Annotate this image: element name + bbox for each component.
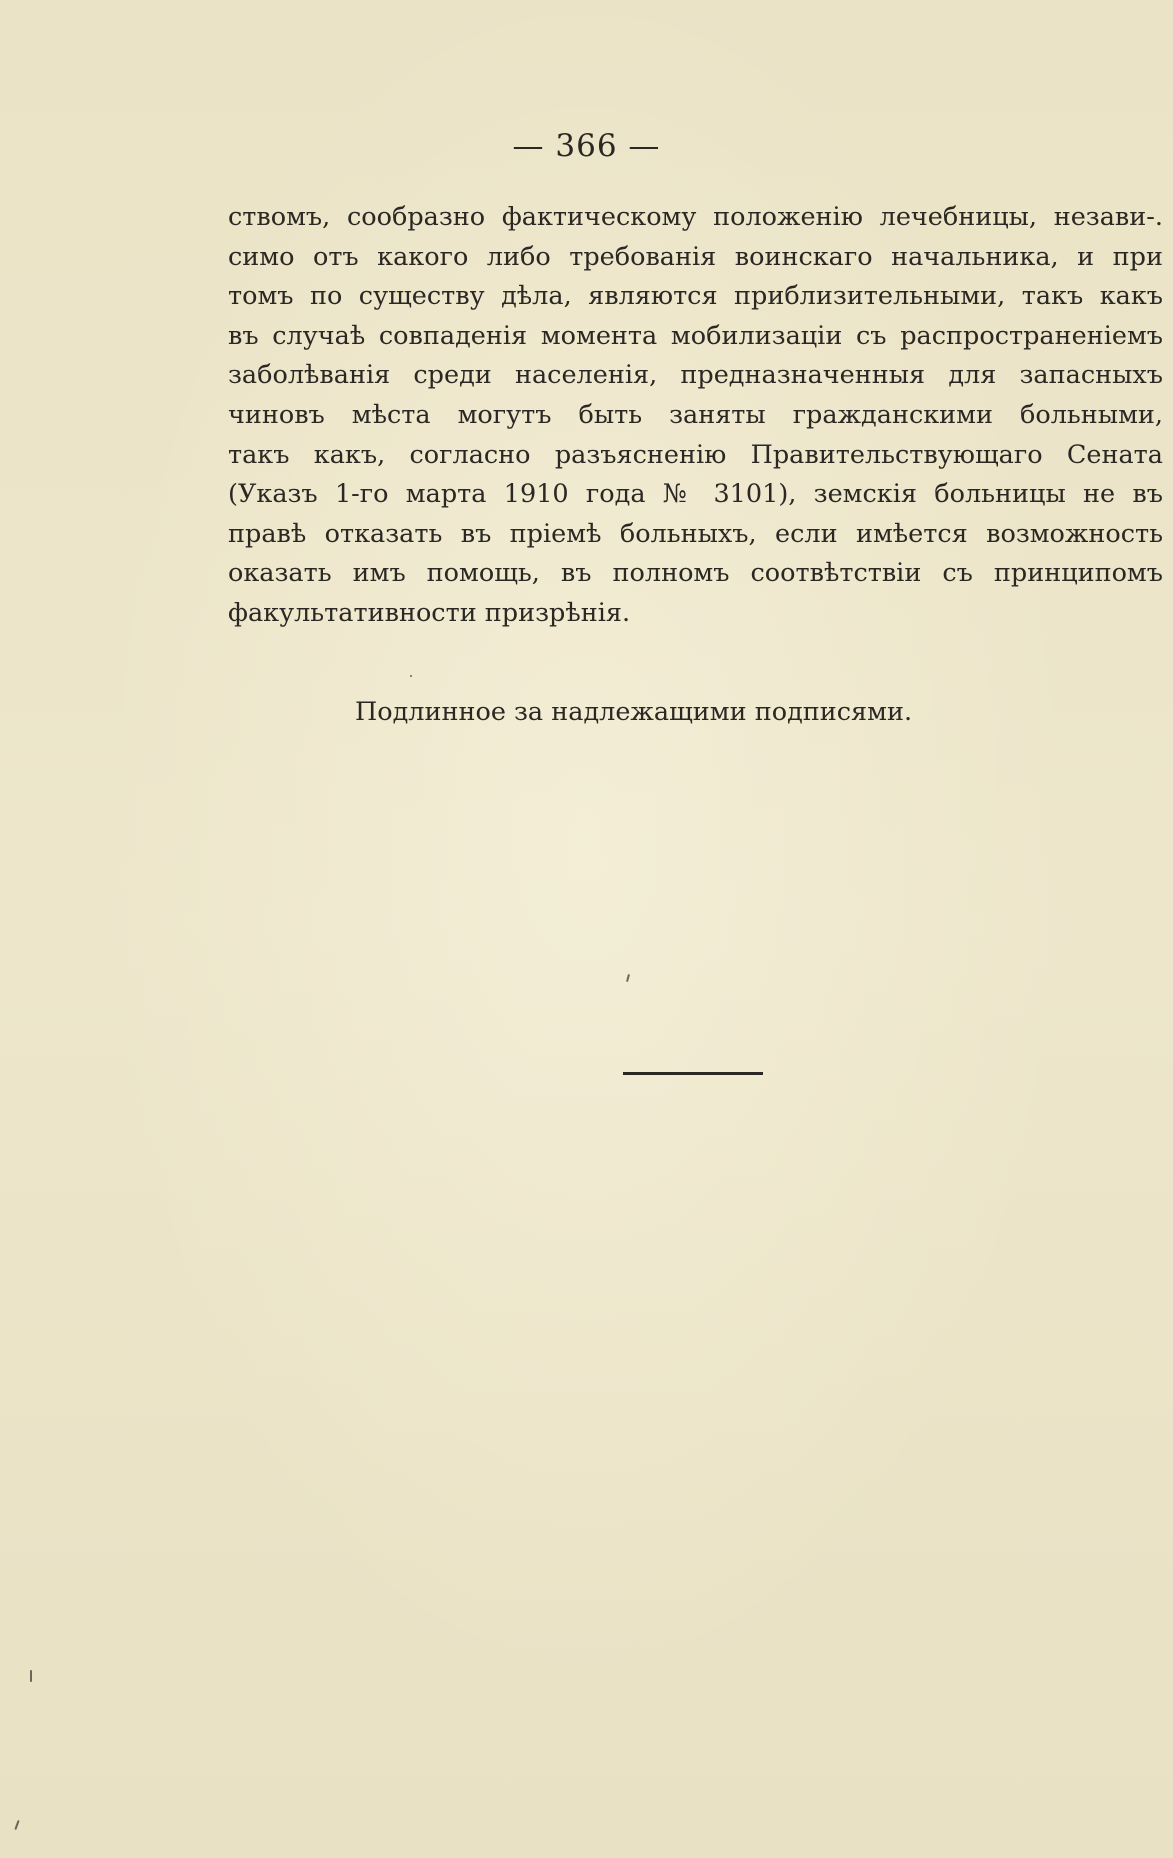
text-line-last: факультативности призрѣнія. (228, 597, 631, 628)
scan-speck (30, 1670, 32, 1682)
body-paragraph (228, 198, 1163, 634)
text-line: въ случаѣ совпаденія момента мобилизаціи съ распространеніемъ (228, 320, 1163, 351)
text-line: такъ какъ, согласно разъясненію Правительствующаго Сената (228, 439, 1163, 470)
scan-speck (14, 1820, 19, 1830)
text-line: томъ по существу дѣла, являются приблизительными, такъ какъ (228, 281, 1163, 312)
scan-speck (626, 974, 630, 982)
text-line: ствомъ, сообразно фактическому положенію лечебницы, незави-. (228, 202, 1163, 232)
text-line: симо отъ какого либо требованія воинскаго начальника, и при (228, 241, 1163, 272)
page-number: — 366 — (512, 128, 661, 164)
signature-note: Подлинное за надлежащими подписями. (355, 697, 913, 727)
scan-speck (410, 675, 412, 677)
end-rule (623, 1072, 763, 1075)
text-line: правѣ отказать въ пріемѣ больныхъ, если имѣется возможность (228, 518, 1163, 549)
text-line: оказать имъ помощь, въ полномъ соотвѣтствіи съ принципомъ (228, 558, 1163, 589)
text-line: (Указъ 1-го марта 1910 года № 3101), земскія больницы не въ (228, 479, 1163, 510)
text-line: чиновъ мѣста могутъ быть заняты гражданскими больными, (228, 399, 1163, 430)
text-line: заболѣванія среди населенія, предназначенныя для запасныхъ (228, 360, 1163, 391)
